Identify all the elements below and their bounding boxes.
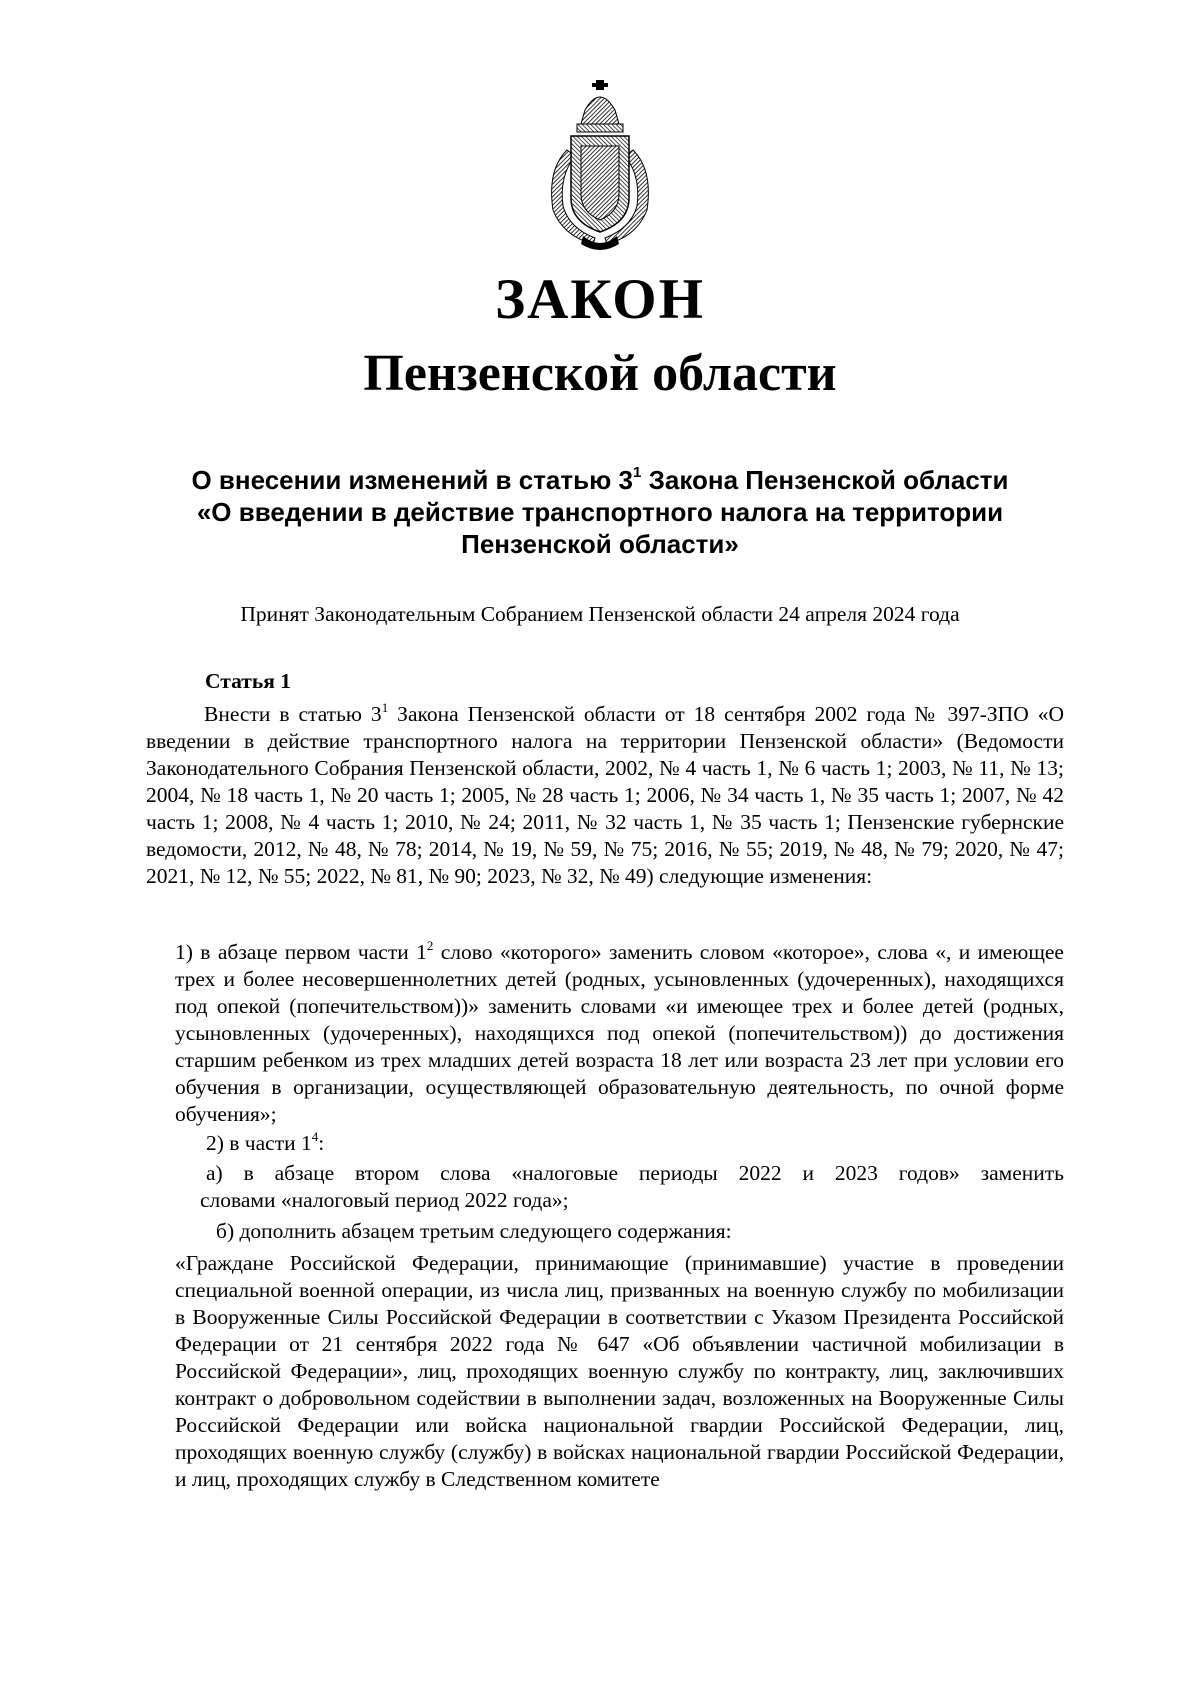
sub-item-a-line-1: а) в абзаце втором слова «налоговые периоды 2022 и 2023 годов» заменить: [206, 1161, 1064, 1185]
coat-of-arms-emblem-icon: [533, 80, 667, 250]
item-1-text: 1) в абзаце первом части 1: [175, 940, 427, 964]
item-1-text-tail: слово «которого» заменить словом «которое», слова «, и имеющее трех и более несовершеннолетних детей (родных, усыновленных (удочеренных), находящихся под опекой (попечительством))» заменить словами «и имеющее трех и более детей (родных, усыновленных (удочеренных), находящихся под опекой (попечительством)) до достижения старшим ребенком из трех младших детей возраста 18 лет или возраста 23 лет при условии его обучения в организации, осуществляющей образовательную деятельность, по очной форме обучения»;: [175, 940, 1064, 1126]
quoted-new-paragraph: «Граждане Российской Федерации, принимающие (принимавшие) участие в проведении специальной военной операции, из числа лиц, призванных на военную службу по мобилизации в Вооруженные Силы Российской Федерации в соответствии с Указом Президента Российской Федерации от 21 сентября 2022 года № 647 «Об объявлении частичной мобилизации в Российской Федерации», лиц, проходящих военную службу по контракту, лиц, заключивших контракт о добровольном содействии в выполнении задач, возложенных на Вооруженные Силы Российской Федерации или войска национальной гвардии Российской Федерации, лиц, проходящих военную службу (службу) в войсках национальной гвардии Российской Федерации, и лиц, проходящих службу в Следственном комитете: [175, 1251, 1064, 1491]
sub-item-a-line-2: словами «налоговый период 2022 года»;: [200, 1188, 569, 1212]
law-region-title: Пензенской области: [363, 345, 837, 402]
list-item-1: [175, 939, 1064, 1128]
article-heading: Статья 1: [205, 669, 291, 693]
item-1-superscript: 2: [426, 937, 434, 953]
subject-superscript: 1: [633, 464, 642, 482]
subject-line-1-text: О внесении изменений в статью 3: [191, 465, 633, 495]
article-intro-paragraph: [146, 701, 1064, 890]
subject-line-1: [100, 464, 1100, 496]
subject-line-2: «О введении в действие транспортного налога на территории: [196, 497, 1004, 527]
item-2-text-tail: :: [318, 1131, 325, 1155]
intro-text-tail: Закона Пензенской области от 18 сентября 2002 года № 397-ЗПО «О введении в действие транспортного налога на территории Пензенской области» (Ведомости Законодательного Собрания Пензенской области, 2002, № 4 часть 1, № 6 часть 1; 2003, № 11, № 13; 2004, № 18 часть 1, № 20 часть 1; 2005, № 28 часть 1; 2006, № 34 часть 1, № 35 часть 1; 2007, № 42 часть 1; 2008, № 4 часть 1; 2010, № 24; 2011, № 32 часть 1, № 35 часть 1; Пензенские губернские ведомости, 2012, № 48, № 78; 2014, № 19, № 59, № 75; 2016, № 55; 2019, № 48, № 79; 2020, № 47; 2021, № 12, № 55; 2022, № 81, № 90; 2023, № 32, № 49) следующие изменения:: [146, 702, 1064, 888]
law-title: ЗАКОН: [495, 268, 705, 331]
subject-line-3: Пензенской области»: [461, 529, 739, 559]
adoption-note: Принят Законодательным Собранием Пензенской области 24 апреля 2024 года: [240, 602, 960, 626]
sub-item-a: [200, 1160, 1064, 1214]
intro-superscript: 1: [381, 699, 389, 715]
sub-item-b: б) дополнить абзацем третьим следующего содержания:: [216, 1219, 732, 1243]
law-subject-heading: [100, 464, 1100, 560]
list-item-2: [206, 1130, 1064, 1157]
item-2-superscript: 4: [311, 1128, 319, 1144]
subject-line-1-tail: Закона Пензенской области: [641, 465, 1009, 495]
item-2-text: 2) в части 1: [206, 1131, 312, 1155]
intro-text: Внести в статью 3: [204, 702, 382, 726]
